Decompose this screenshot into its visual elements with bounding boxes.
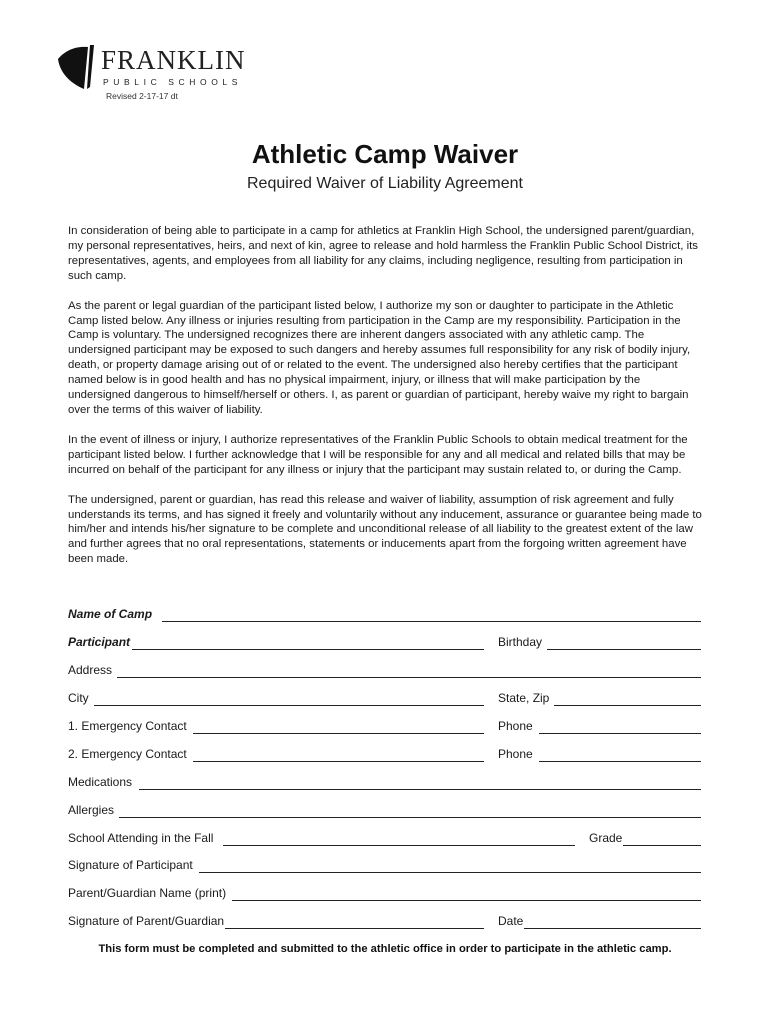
medications-label: Medications [68,775,133,789]
city-label: City [68,691,89,705]
emergency-contact-2-input[interactable] [193,745,484,762]
emergency-contact-1-field[interactable] [68,718,484,734]
shield-logo-icon [56,45,100,91]
signature-participant-input[interactable] [199,856,701,873]
participant-input[interactable] [132,633,484,650]
form-subtitle: Required Waiver of Liability Agreement [247,175,523,192]
participant-field[interactable] [68,634,484,650]
signature-participant-label: Signature of Participant [68,858,193,872]
phone-1-label: Phone [498,719,533,733]
phone-1-field[interactable] [498,718,701,734]
emergency-contact-1-input[interactable] [193,717,484,734]
name-of-camp-field[interactable] [68,606,701,622]
signature-guardian-input[interactable] [225,912,484,929]
birthday-field[interactable] [498,634,701,650]
medications-input[interactable] [139,773,701,790]
state-zip-field[interactable] [498,690,701,706]
date-label: Date [498,914,524,928]
allergies-label: Allergies [68,803,115,817]
guardian-name-input[interactable] [232,884,701,901]
medications-field[interactable] [68,774,701,790]
school-fall-input[interactable] [223,829,575,846]
emergency-contact-2-field[interactable] [68,746,484,762]
signature-participant-field[interactable] [68,857,701,873]
city-input[interactable] [94,689,484,706]
guardian-name-label: Parent/Guardian Name (print) [68,886,227,900]
paragraph: As the parent or legal guardian of the participant listed below, I authorize my son or daughter to participate in the Athletic Camp listed below. Any illness or injuries resulting from participation in the Camp are my responsibility. Participation in the Camp is voluntary. The undersigned recognizes there are inherent dangers associated with any athletic camp. The undersigned participant may be exposed to such dangers and hereby assumes full responsibility for any risk of bodily injury, death, or property damage arising out of or related to the event. The undersigned also hereby certifies that the participant named below is in good health and has no physical impairment, injury, or illness that will make participation by the undersigned dangerous to himself/herself or others. I, as parent or guardian of participant, hereby waive my right to bargain over the terms of this waiver of liability. [68,299,691,416]
guardian-name-field[interactable] [68,885,701,901]
address-input[interactable] [117,661,701,678]
address-field[interactable] [68,662,701,678]
emergency-contact-1-label: 1. Emergency Contact [68,719,187,733]
signature-guardian-label: Signature of Parent/Guardian [68,914,225,928]
grade-input[interactable] [623,829,701,846]
allergies-input[interactable] [119,801,701,818]
address-label: Address [68,663,113,677]
signature-guardian-field[interactable] [68,913,484,929]
emergency-contact-2-label: 2. Emergency Contact [68,747,187,761]
name-of-camp-input[interactable] [162,605,701,622]
birthday-input[interactable] [547,633,701,650]
phone-2-label: Phone [498,747,533,761]
school-fall-label: School Attending in the Fall [68,831,214,845]
paragraph: In consideration of being able to participate in a camp for athletics at Franklin High School, the undersigned parent/guardian, my personal representatives, heirs, and next of kin, agree to release and hold harmless the Franklin Public School District, its representatives, agents, and employees from all liability for any claims, including negligence, resulting from participation in such camp. [68,225,698,282]
phone-2-input[interactable] [539,745,701,762]
allergies-field[interactable] [68,802,701,818]
grade-label: Grade [589,831,623,845]
grade-field[interactable] [589,830,701,846]
logo-wordmark: FRANKLIN [101,45,246,75]
date-input[interactable] [524,912,701,929]
participant-label: Participant [68,635,131,649]
city-field[interactable] [68,690,484,706]
revision-note: Revised 2-17-17 dt [106,91,178,101]
paragraph: The undersigned, parent or guardian, has read this release and waiver of liability, assumption of risk agreement and fully understands its terms, and has signed it freely and voluntarily without any inducement, assurance or guarantee being made to him/her and intends his/her signature to be complete and unconditional release of all liability to the greatest extent of the law and further agrees that no oral representations, statements or inducements apart from the forgoing written agreement have been made. [68,493,702,566]
birthday-label: Birthday [498,635,543,649]
phone-2-field[interactable] [498,746,701,762]
name-of-camp-label: Name of Camp [68,607,153,621]
state-zip-input[interactable] [554,689,701,706]
form-title: Athletic Camp Waiver [251,139,519,169]
date-field[interactable] [498,913,701,929]
phone-1-input[interactable] [539,717,701,734]
logo-subtitle: PUBLIC SCHOOLS [103,77,243,87]
paragraph: In the event of illness or injury, I authorize representatives of the Franklin Public Schools to obtain medical treatment for the participant listed below. I further acknowledge that I will be responsible for any and all medical and related bills that may be incurred on behalf of the participant for any illness or injury that the participant may sustain related to, or during the Camp. [68,433,688,476]
school-fall-field[interactable] [68,830,575,846]
waiver-text [68,224,704,582]
footer-note: This form must be completed and submitted to the athletic office in order to participate in the athletic camp. [98,943,672,955]
state-zip-label: State, Zip [498,691,550,705]
